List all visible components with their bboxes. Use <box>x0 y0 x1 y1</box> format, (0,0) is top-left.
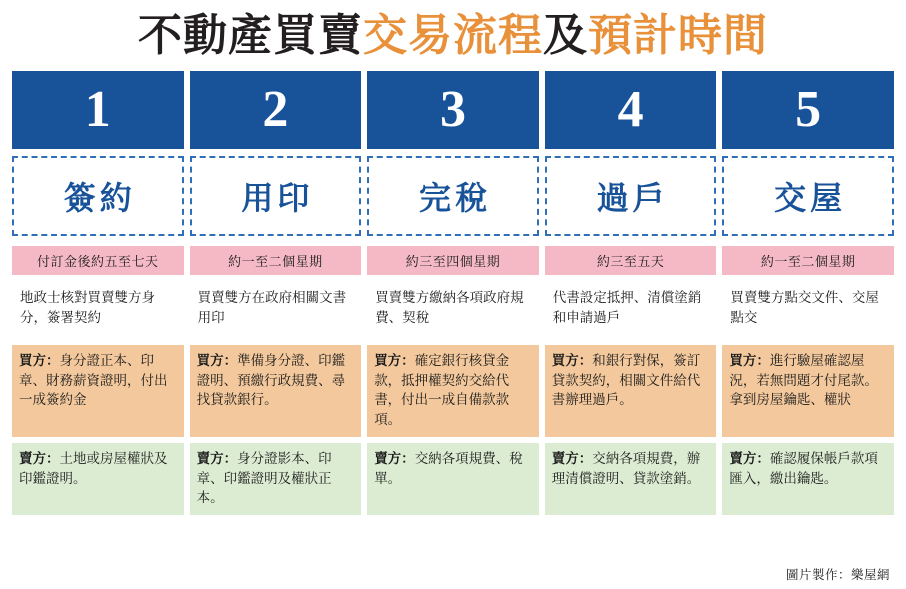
step-seller-block-1 <box>12 443 184 515</box>
step-description-2: 買賣雙方在政府相關文書用印 <box>190 281 362 339</box>
title-segment-4: 預計時間 <box>588 11 768 60</box>
step-seller-block-5 <box>722 443 894 515</box>
step-stage-label-1: 簽約 <box>63 180 136 216</box>
buyer-text-5: 進行驗屋確認屋況，若無問題才付尾款。拿到房屋鑰匙、權狀 <box>729 353 878 408</box>
steps-row <box>12 71 894 515</box>
step-stage-box-4 <box>545 156 717 236</box>
step-seller-block-3 <box>367 443 539 515</box>
step-column-5 <box>722 71 894 515</box>
step-number-4: 4 <box>617 81 644 138</box>
step-number-3: 3 <box>439 81 466 138</box>
step-seller-block-4 <box>545 443 717 515</box>
step-number-band-3 <box>367 71 539 149</box>
step-number-band-5 <box>722 71 894 149</box>
step-stage-label-2: 用印 <box>241 180 314 216</box>
buyer-text-2: 準備身分證、印鑑證明、預繳行政規費、尋找貸款銀行。 <box>196 353 346 408</box>
seller-label-4: 賣方： <box>551 451 593 466</box>
title-segment-3: 及 <box>543 11 588 60</box>
buyer-label-1: 買方： <box>19 353 60 368</box>
step-buyer-block-5 <box>722 345 894 437</box>
step-number-1: 1 <box>84 81 111 138</box>
step-description-1: 地政士核對買賣雙方身分，簽署契約 <box>12 281 184 339</box>
step-number-5: 5 <box>795 81 822 138</box>
seller-label-3: 賣方： <box>374 451 415 466</box>
step-column-3 <box>367 71 539 515</box>
step-duration-4: 約三至五天 <box>545 246 717 275</box>
step-stage-box-5 <box>722 156 894 236</box>
buyer-label-5: 買方： <box>729 353 770 368</box>
step-description-4: 代書設定抵押、清償塗銷和申請過戶 <box>545 281 717 339</box>
step-description-5: 買賣雙方點交文件、交屋點交 <box>722 281 894 339</box>
step-column-4 <box>545 71 717 515</box>
step-stage-label-4: 過戶 <box>596 180 669 216</box>
step-number-band-1 <box>12 71 184 149</box>
seller-label-2: 賣方： <box>196 451 238 466</box>
step-number-band-4 <box>545 71 717 149</box>
seller-text-4: 交納各項規費，辦理清償證明、貸款塗銷。 <box>551 451 701 486</box>
buyer-text-3: 確定銀行核貸金款，抵押權契約交給代書，付出一成自備款款項。 <box>374 353 510 427</box>
step-buyer-block-3 <box>367 345 539 437</box>
step-stage-label-5: 交屋 <box>774 180 847 216</box>
buyer-label-3: 買方： <box>374 353 415 368</box>
step-column-1 <box>12 71 184 515</box>
step-stage-box-2 <box>190 156 362 236</box>
buyer-text-1: 身分證正本、印章、財務薪資證明，付出一成簽約金 <box>19 353 168 408</box>
step-buyer-block-1 <box>12 345 184 437</box>
step-stage-box-3 <box>367 156 539 236</box>
title-segment-2: 交易流程 <box>363 11 543 60</box>
step-column-2 <box>190 71 362 515</box>
seller-text-2: 身分證影本、印章、印鑑證明及權狀正本。 <box>196 451 332 506</box>
seller-text-5: 確認履保帳戶款項匯入，繳出鑰匙。 <box>729 451 878 486</box>
step-buyer-block-2 <box>190 345 362 437</box>
step-number-2: 2 <box>262 81 289 138</box>
step-duration-1: 付訂金後約五至七天 <box>12 246 184 275</box>
title-segment-1: 不動產買賣 <box>138 11 363 60</box>
page-title <box>12 8 894 63</box>
step-buyer-block-4 <box>545 345 717 437</box>
buyer-label-2: 買方： <box>196 353 238 368</box>
step-seller-block-2 <box>190 443 362 515</box>
buyer-label-4: 買方： <box>551 353 593 368</box>
seller-label-5: 賣方： <box>729 451 770 466</box>
step-stage-box-1 <box>12 156 184 236</box>
seller-text-1: 土地或房屋權狀及印鑑證明。 <box>19 451 168 486</box>
seller-text-3: 交納各項規費、稅單。 <box>374 451 523 486</box>
step-description-3: 買賣雙方繳納各項政府規費、契稅 <box>367 281 539 339</box>
step-stage-label-3: 完稅 <box>418 180 491 216</box>
buyer-text-4: 和銀行對保，簽訂貸款契約，相關文件給代書辦理過戶。 <box>551 353 701 408</box>
step-number-band-2 <box>190 71 362 149</box>
step-duration-3: 約三至四個星期 <box>367 246 539 275</box>
seller-label-1: 賣方： <box>19 451 60 466</box>
image-credit: 圖片製作：樂屋網 <box>785 568 890 582</box>
step-duration-2: 約一至二個星期 <box>190 246 362 275</box>
step-duration-5: 約一至二個星期 <box>722 246 894 275</box>
